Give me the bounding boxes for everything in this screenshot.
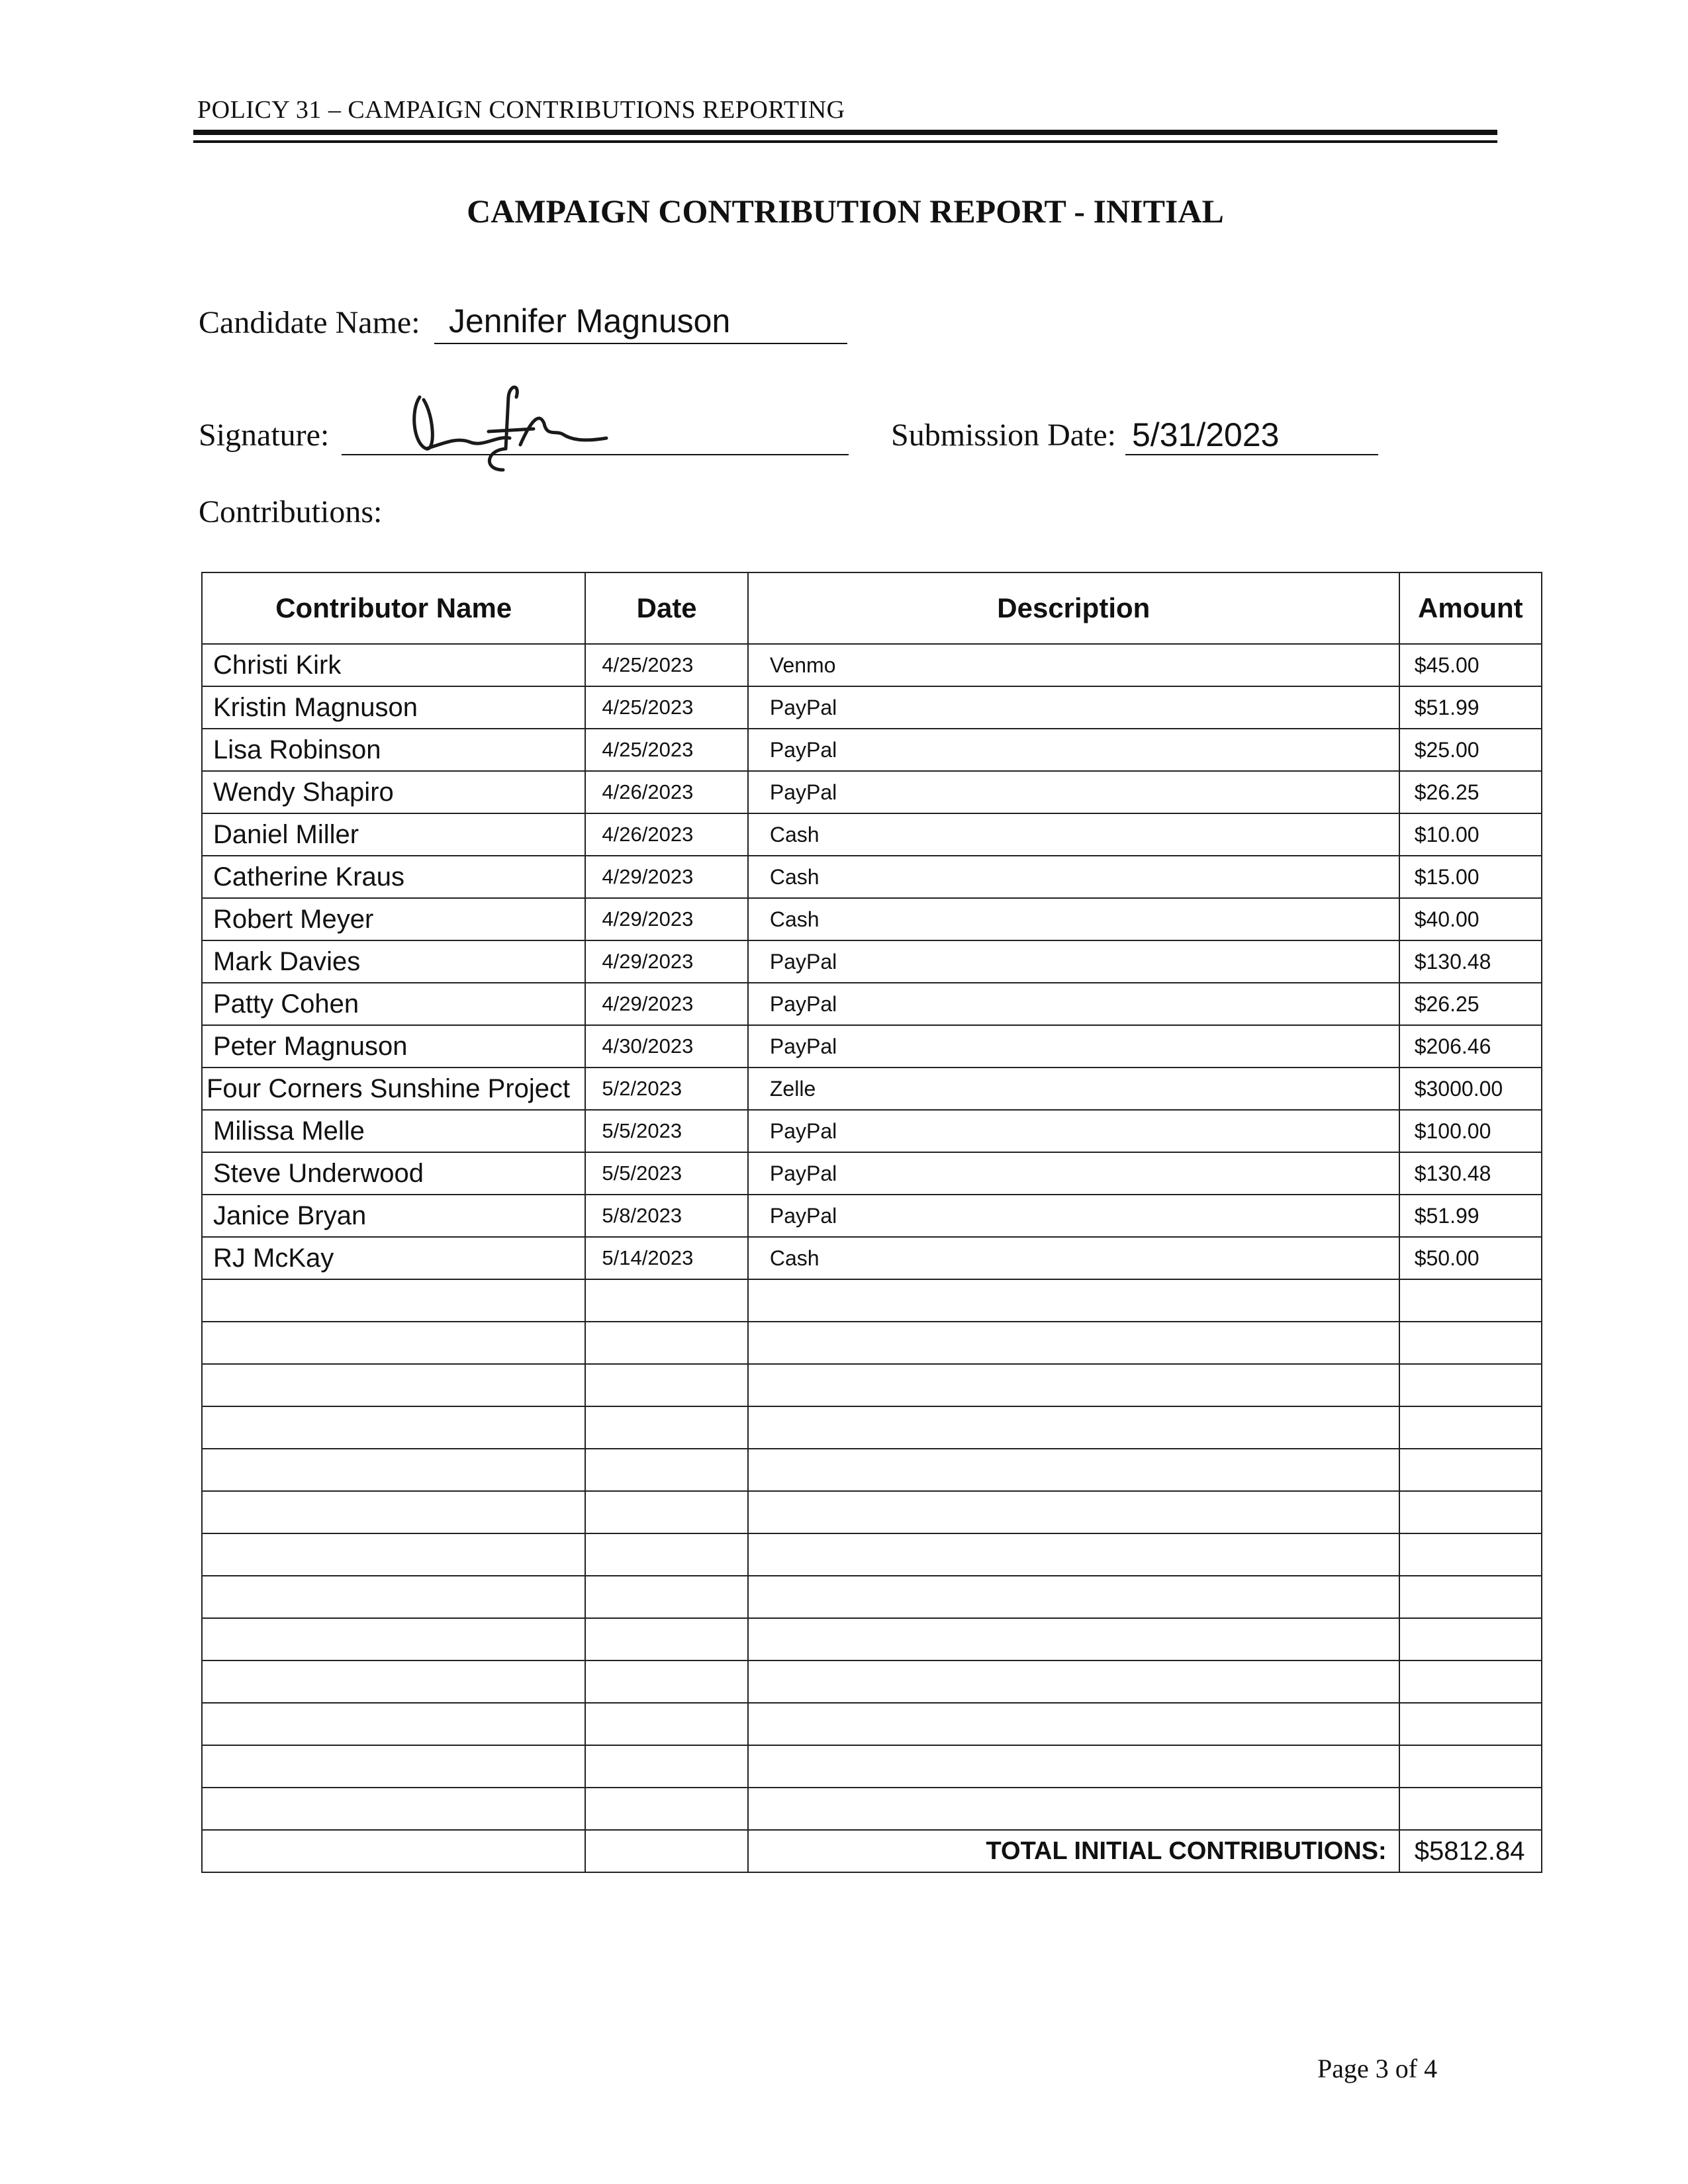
column-header-amount: Amount xyxy=(1399,572,1542,644)
empty-cell xyxy=(1399,1322,1542,1364)
description-cell: PayPal xyxy=(748,940,1399,983)
date-cell: 5/5/2023 xyxy=(585,1152,747,1195)
table-row xyxy=(202,1195,1542,1237)
signature-image xyxy=(397,371,622,477)
empty-cell xyxy=(202,1322,585,1364)
empty-cell xyxy=(1399,1661,1542,1703)
contributor-name-cell: Milissa Melle xyxy=(202,1110,585,1152)
table-row xyxy=(202,1110,1542,1152)
amount-cell: $45.00 xyxy=(1399,644,1542,686)
description-cell: PayPal xyxy=(748,1152,1399,1195)
empty-cell xyxy=(1399,1618,1542,1661)
column-header-description: Description xyxy=(748,572,1399,644)
empty-cell xyxy=(202,1618,585,1661)
date-cell: 4/29/2023 xyxy=(585,983,747,1025)
amount-cell: $3000.00 xyxy=(1399,1068,1542,1110)
report-title: CAMPAIGN CONTRIBUTION REPORT - INITIAL xyxy=(467,193,1224,230)
amount-cell: $51.99 xyxy=(1399,686,1542,729)
amount-cell: $10.00 xyxy=(1399,813,1542,856)
empty-table-row xyxy=(202,1745,1542,1788)
amount-cell: $51.99 xyxy=(1399,1195,1542,1237)
description-cell: Venmo xyxy=(748,644,1399,686)
empty-cell xyxy=(585,1364,747,1406)
empty-cell xyxy=(585,1618,747,1661)
empty-table-row xyxy=(202,1364,1542,1406)
empty-cell xyxy=(585,1788,747,1830)
description-cell: Cash xyxy=(748,1237,1399,1279)
date-cell: 4/25/2023 xyxy=(585,686,747,729)
total-amount: $5812.84 xyxy=(1399,1830,1542,1872)
contributor-name-cell: Christi Kirk xyxy=(202,644,585,686)
submission-date-line xyxy=(1125,454,1378,455)
empty-cell xyxy=(1399,1576,1542,1618)
candidate-name-label: Candidate Name: xyxy=(199,305,420,340)
empty-cell xyxy=(748,1533,1399,1576)
empty-cell xyxy=(585,1830,747,1872)
candidate-name-line xyxy=(434,343,847,344)
table-row xyxy=(202,983,1542,1025)
table-header-row xyxy=(202,572,1542,644)
column-header-date: Date xyxy=(585,572,747,644)
empty-cell xyxy=(202,1661,585,1703)
description-cell: PayPal xyxy=(748,1195,1399,1237)
empty-table-row xyxy=(202,1449,1542,1491)
empty-cell xyxy=(1399,1406,1542,1449)
total-row xyxy=(202,1830,1542,1872)
submission-date-label: Submission Date: xyxy=(891,418,1117,453)
amount-cell: $25.00 xyxy=(1399,729,1542,771)
page-number: Page 3 of 4 xyxy=(1317,2054,1438,2083)
empty-cell xyxy=(585,1576,747,1618)
date-cell: 4/29/2023 xyxy=(585,898,747,940)
contributions-table xyxy=(201,572,1542,1873)
submission-date-value: 5/31/2023 xyxy=(1132,416,1280,453)
description-cell: Cash xyxy=(748,856,1399,898)
date-cell: 5/8/2023 xyxy=(585,1195,747,1237)
empty-table-row xyxy=(202,1576,1542,1618)
contributions-label: Contributions: xyxy=(199,494,383,529)
total-label: TOTAL INITIAL CONTRIBUTIONS: xyxy=(748,1830,1399,1872)
date-cell: 4/29/2023 xyxy=(585,940,747,983)
description-cell: PayPal xyxy=(748,686,1399,729)
empty-table-row xyxy=(202,1279,1542,1322)
empty-cell xyxy=(1399,1279,1542,1322)
header-rule-thin xyxy=(193,140,1497,143)
empty-cell xyxy=(585,1703,747,1745)
empty-cell xyxy=(202,1449,585,1491)
table-row xyxy=(202,729,1542,771)
empty-table-row xyxy=(202,1788,1542,1830)
empty-cell xyxy=(202,1788,585,1830)
empty-table-row xyxy=(202,1491,1542,1533)
table-row xyxy=(202,1152,1542,1195)
table-row xyxy=(202,1068,1542,1110)
empty-cell xyxy=(1399,1449,1542,1491)
empty-table-row xyxy=(202,1618,1542,1661)
empty-cell xyxy=(202,1491,585,1533)
amount-cell: $26.25 xyxy=(1399,983,1542,1025)
contributor-name-cell: Mark Davies xyxy=(202,940,585,983)
contributor-name-cell: RJ McKay xyxy=(202,1237,585,1279)
policy-header: POLICY 31 – CAMPAIGN CONTRIBUTIONS REPORTING xyxy=(197,96,845,124)
empty-cell xyxy=(1399,1491,1542,1533)
amount-cell: $130.48 xyxy=(1399,1152,1542,1195)
table-row xyxy=(202,856,1542,898)
empty-cell xyxy=(1399,1703,1542,1745)
date-cell: 5/5/2023 xyxy=(585,1110,747,1152)
empty-cell xyxy=(748,1661,1399,1703)
table-row xyxy=(202,898,1542,940)
empty-cell xyxy=(748,1449,1399,1491)
amount-cell: $40.00 xyxy=(1399,898,1542,940)
empty-table-row xyxy=(202,1703,1542,1745)
empty-cell xyxy=(202,1576,585,1618)
amount-cell: $15.00 xyxy=(1399,856,1542,898)
amount-cell: $130.48 xyxy=(1399,940,1542,983)
empty-cell xyxy=(1399,1364,1542,1406)
empty-cell xyxy=(202,1364,585,1406)
contributor-name-cell: Kristin Magnuson xyxy=(202,686,585,729)
date-cell: 5/14/2023 xyxy=(585,1237,747,1279)
empty-cell xyxy=(585,1745,747,1788)
empty-cell xyxy=(1399,1745,1542,1788)
description-cell: PayPal xyxy=(748,771,1399,813)
empty-cell xyxy=(748,1576,1399,1618)
empty-cell xyxy=(748,1788,1399,1830)
empty-table-row xyxy=(202,1322,1542,1364)
date-cell: 4/25/2023 xyxy=(585,729,747,771)
empty-cell xyxy=(585,1449,747,1491)
table-row xyxy=(202,644,1542,686)
description-cell: PayPal xyxy=(748,1025,1399,1068)
contributor-name-cell: Four Corners Sunshine Project xyxy=(202,1068,585,1110)
contributor-name-cell: Daniel Miller xyxy=(202,813,585,856)
contributor-name-cell: Catherine Kraus xyxy=(202,856,585,898)
table-row xyxy=(202,686,1542,729)
empty-cell xyxy=(202,1279,585,1322)
empty-cell xyxy=(585,1491,747,1533)
empty-cell xyxy=(1399,1533,1542,1576)
contributor-name-cell: Peter Magnuson xyxy=(202,1025,585,1068)
amount-cell: $100.00 xyxy=(1399,1110,1542,1152)
column-header-contributor-name: Contributor Name xyxy=(202,572,585,644)
signature-label: Signature: xyxy=(199,418,330,453)
empty-cell xyxy=(585,1533,747,1576)
amount-cell: $26.25 xyxy=(1399,771,1542,813)
empty-cell xyxy=(748,1364,1399,1406)
empty-cell xyxy=(585,1406,747,1449)
date-cell: 5/2/2023 xyxy=(585,1068,747,1110)
empty-cell xyxy=(585,1661,747,1703)
empty-cell xyxy=(748,1322,1399,1364)
empty-cell xyxy=(748,1703,1399,1745)
table-row xyxy=(202,940,1542,983)
amount-cell: $206.46 xyxy=(1399,1025,1542,1068)
header-rule-thick xyxy=(193,130,1497,135)
empty-cell xyxy=(202,1745,585,1788)
empty-table-row xyxy=(202,1406,1542,1449)
contributor-name-cell: Lisa Robinson xyxy=(202,729,585,771)
empty-cell xyxy=(1399,1788,1542,1830)
candidate-name-value: Jennifer Magnuson xyxy=(449,302,731,340)
description-cell: Cash xyxy=(748,813,1399,856)
contributor-name-cell: Wendy Shapiro xyxy=(202,771,585,813)
description-cell: Cash xyxy=(748,898,1399,940)
date-cell: 4/30/2023 xyxy=(585,1025,747,1068)
empty-cell xyxy=(202,1533,585,1576)
amount-cell: $50.00 xyxy=(1399,1237,1542,1279)
table-row xyxy=(202,771,1542,813)
empty-cell xyxy=(202,1830,585,1872)
empty-cell xyxy=(585,1279,747,1322)
contributor-name-cell: Janice Bryan xyxy=(202,1195,585,1237)
empty-cell xyxy=(748,1491,1399,1533)
contributor-name-cell: Patty Cohen xyxy=(202,983,585,1025)
empty-cell xyxy=(748,1279,1399,1322)
table-row xyxy=(202,813,1542,856)
empty-table-row xyxy=(202,1661,1542,1703)
empty-cell xyxy=(748,1618,1399,1661)
contributor-name-cell: Robert Meyer xyxy=(202,898,585,940)
empty-cell xyxy=(748,1406,1399,1449)
table-row xyxy=(202,1237,1542,1279)
date-cell: 4/25/2023 xyxy=(585,644,747,686)
description-cell: PayPal xyxy=(748,1110,1399,1152)
empty-cell xyxy=(202,1703,585,1745)
date-cell: 4/26/2023 xyxy=(585,813,747,856)
date-cell: 4/29/2023 xyxy=(585,856,747,898)
contributor-name-cell: Steve Underwood xyxy=(202,1152,585,1195)
table-row xyxy=(202,1025,1542,1068)
date-cell: 4/26/2023 xyxy=(585,771,747,813)
description-cell: PayPal xyxy=(748,983,1399,1025)
empty-cell xyxy=(202,1406,585,1449)
description-cell: PayPal xyxy=(748,729,1399,771)
description-cell: Zelle xyxy=(748,1068,1399,1110)
empty-cell xyxy=(748,1745,1399,1788)
empty-table-row xyxy=(202,1533,1542,1576)
empty-cell xyxy=(585,1322,747,1364)
